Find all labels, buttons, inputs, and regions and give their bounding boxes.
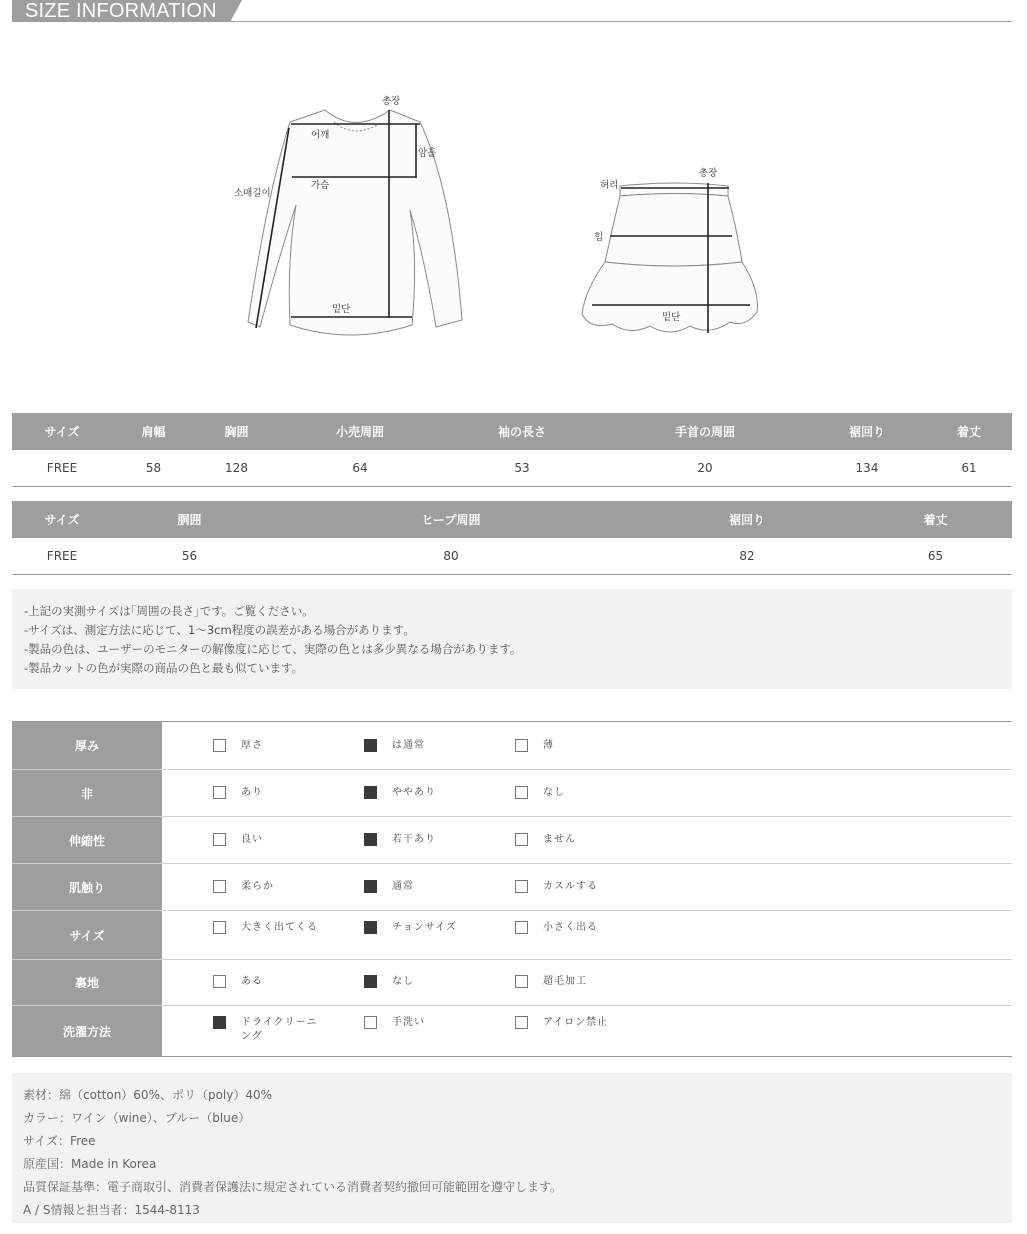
- label-waist: 허리: [600, 180, 619, 191]
- note-line: -サイズは、測定方法に応じて、1〜3cm程度の誤差がある場合があります。: [24, 623, 415, 637]
- option[interactable]: カスルする: [515, 880, 598, 894]
- section-title: SIZE INFORMATION: [12, 0, 230, 22]
- skirt-size-table: [12, 501, 1012, 575]
- table-cell: 56: [112, 538, 267, 574]
- column-header: 裾回り: [635, 501, 859, 538]
- column-header: 小売周囲: [278, 413, 442, 450]
- checkbox-icon[interactable]: [213, 786, 226, 799]
- checkbox-checked-icon[interactable]: [364, 786, 377, 799]
- table-cell: 65: [859, 538, 1012, 574]
- attribute-label: 洗濯方法: [12, 1006, 162, 1056]
- attribute-row-sheer: [12, 770, 1012, 817]
- checkbox-icon[interactable]: [213, 921, 226, 934]
- label-total-length: 총장: [382, 96, 401, 107]
- option[interactable]: ある: [213, 975, 263, 989]
- column-header: 肩幅: [112, 413, 195, 450]
- attribute-row-texture: [12, 864, 1012, 911]
- table-cell: FREE: [12, 450, 112, 486]
- checkbox-icon[interactable]: [515, 880, 528, 893]
- option[interactable]: 通常: [364, 880, 414, 894]
- table-cell: 80: [267, 538, 635, 574]
- option[interactable]: ません: [515, 833, 576, 847]
- column-header: ヒープ周囲: [267, 501, 635, 538]
- checkbox-icon[interactable]: [515, 975, 528, 988]
- option[interactable]: 若干あり: [364, 833, 436, 847]
- table-row: [12, 450, 1012, 486]
- column-header: 胸囲: [195, 413, 278, 450]
- attribute-label: サイズ: [12, 911, 162, 959]
- label-top-hem: 밑단: [332, 304, 351, 315]
- checkbox-icon[interactable]: [515, 786, 528, 799]
- label-shoulder: 어깨: [311, 130, 330, 141]
- label-skirt-total-length: 총장: [699, 168, 718, 179]
- option[interactable]: 超毛加工: [515, 975, 587, 989]
- column-header: サイズ: [12, 413, 112, 450]
- column-header: 裾回り: [808, 413, 926, 450]
- checkbox-icon[interactable]: [213, 739, 226, 752]
- attribute-table: [12, 721, 1012, 1057]
- label-chest: 가슴: [311, 180, 330, 191]
- checkbox-icon[interactable]: [515, 921, 528, 934]
- table-cell: 61: [926, 450, 1012, 486]
- option[interactable]: 厚さ: [213, 739, 263, 753]
- top-size-table: [12, 413, 1012, 487]
- table-cell: 20: [602, 450, 808, 486]
- note-line: -上記の実測サイズは｢周囲の長さ｣です。ご覧ください。: [24, 604, 314, 618]
- option[interactable]: なし: [364, 975, 414, 989]
- note-line: -製品の色は、ユーザーのモニターの解像度に応じて、実際の色とは多少異なる場合があります。: [24, 642, 522, 656]
- attribute-row-lining: [12, 960, 1012, 1006]
- info-line: カラー：ワイン（wine）、ブルー（blue）: [23, 1111, 251, 1125]
- table-cell: 53: [442, 450, 602, 486]
- attribute-label: 肌触り: [12, 864, 162, 910]
- table-row: [12, 538, 1012, 574]
- option[interactable]: ややあり: [364, 786, 436, 800]
- column-header: 袖の長さ: [442, 413, 602, 450]
- option[interactable]: 良い: [213, 833, 263, 847]
- column-header: 着丈: [926, 413, 1012, 450]
- note-line: -製品カットの色が実際の商品の色と最も似ています。: [24, 661, 304, 675]
- label-hip: 힙: [594, 232, 604, 243]
- option[interactable]: 小さく出る: [515, 921, 598, 935]
- measurement-notes: [12, 589, 1012, 689]
- attribute-row-washing: [12, 1006, 1012, 1056]
- checkbox-checked-icon[interactable]: [364, 975, 377, 988]
- option[interactable]: 手洗い: [364, 1016, 425, 1030]
- table-cell: 64: [278, 450, 442, 486]
- table-header-row: [12, 501, 1012, 538]
- top-diagram: [248, 110, 462, 335]
- checkbox-icon[interactable]: [364, 1016, 377, 1029]
- checkbox-checked-icon[interactable]: [364, 880, 377, 893]
- option[interactable]: は通常: [364, 739, 425, 753]
- checkbox-icon[interactable]: [213, 833, 226, 846]
- info-line: A / S情報と担当者：1544-8113: [23, 1203, 200, 1217]
- info-line: サイズ：Free: [23, 1134, 96, 1148]
- column-header: 手首の周囲: [602, 413, 808, 450]
- attribute-label: 非: [12, 770, 162, 816]
- attribute-row-thickness: [12, 722, 1012, 770]
- option[interactable]: あり: [213, 786, 263, 800]
- option[interactable]: 薄: [515, 739, 554, 753]
- attribute-row-fit: [12, 911, 1012, 960]
- attribute-label: 厚み: [12, 722, 162, 769]
- column-header: サイズ: [12, 501, 112, 538]
- attribute-label: 裏地: [12, 960, 162, 1005]
- attribute-row-stretch: [12, 817, 1012, 864]
- garment-diagrams: [0, 0, 1027, 400]
- checkbox-icon[interactable]: [515, 1016, 528, 1029]
- table-cell: 82: [635, 538, 859, 574]
- table-cell: FREE: [12, 538, 112, 574]
- checkbox-icon[interactable]: [213, 880, 226, 893]
- checkbox-icon[interactable]: [213, 975, 226, 988]
- checkbox-icon[interactable]: [515, 833, 528, 846]
- option[interactable]: 柔らか: [213, 880, 274, 894]
- table-cell: 58: [112, 450, 195, 486]
- option[interactable]: 大きく出てくる: [213, 921, 327, 935]
- label-skirt-hem: 밑단: [662, 312, 681, 323]
- option[interactable]: チョンサイズ: [364, 921, 457, 935]
- table-cell: 134: [808, 450, 926, 486]
- info-line: 素材：綿（cotton）60%、ポリ（poly）40%: [23, 1088, 273, 1102]
- info-line: 原産国：Made in Korea: [23, 1157, 157, 1171]
- checkbox-checked-icon[interactable]: [213, 1016, 226, 1029]
- skirt-diagram: [582, 183, 757, 332]
- label-armhole: 암홀: [418, 148, 437, 159]
- label-sleeve: 소매길이: [234, 188, 271, 199]
- option[interactable]: アイロン禁止: [515, 1016, 608, 1030]
- table-cell: 128: [195, 450, 278, 486]
- column-header: 胴囲: [112, 501, 267, 538]
- checkbox-checked-icon[interactable]: [364, 921, 377, 934]
- attribute-label: 伸縮性: [12, 817, 162, 863]
- option[interactable]: ドライクリーニング: [213, 1016, 327, 1044]
- info-line: 品質保証基準：電子商取引、消費者保護法に規定されている消費者契約撤回可能範囲を遵守します。: [23, 1180, 563, 1194]
- checkbox-checked-icon[interactable]: [364, 833, 377, 846]
- product-info: [12, 1073, 1012, 1223]
- option[interactable]: なし: [515, 786, 565, 800]
- table-header-row: [12, 413, 1012, 450]
- checkbox-checked-icon[interactable]: [364, 739, 377, 752]
- column-header: 着丈: [859, 501, 1012, 538]
- checkbox-icon[interactable]: [515, 739, 528, 752]
